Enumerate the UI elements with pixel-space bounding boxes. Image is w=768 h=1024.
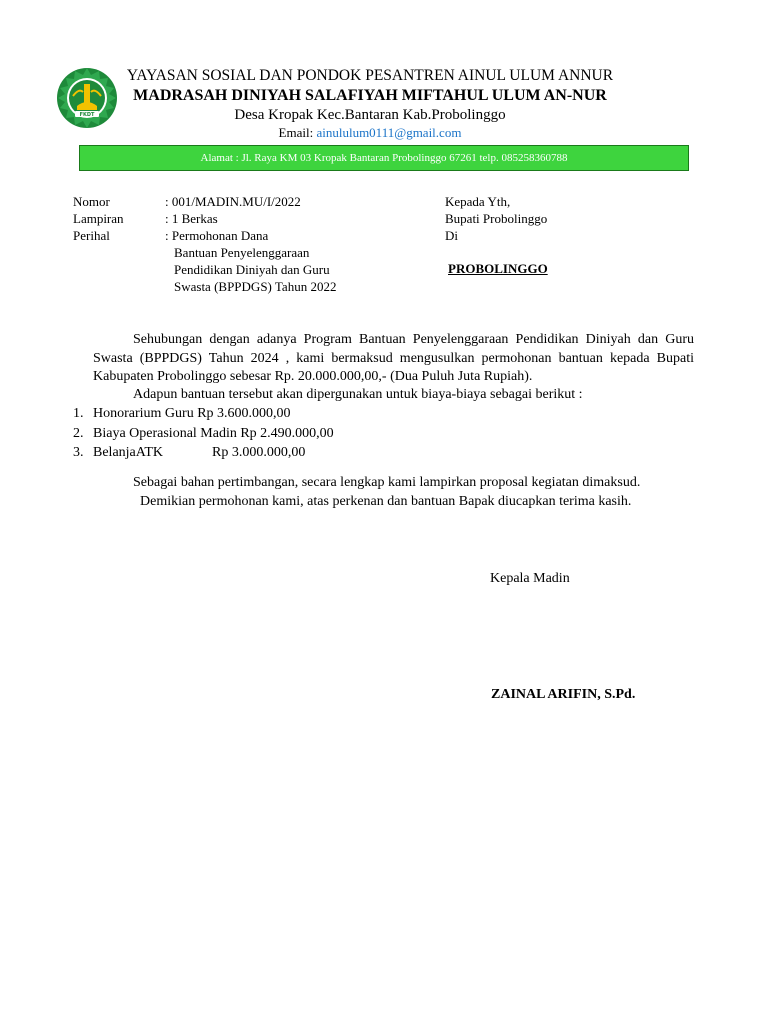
lampiran-value: : 1 Berkas (165, 211, 218, 226)
body-paragraph-2: Adapun bantuan tersebut akan dipergunakan untuk biaya-biaya sebagai berikut : (133, 387, 583, 402)
list-item-number: 1. (73, 406, 84, 421)
email-label: Email: (278, 125, 317, 140)
closing-paragraph-1: Sebagai bahan pertimbangan, secara lengkap kami lampirkan proposal kegiatan dimaksud. (133, 475, 641, 490)
recipient-city: PROBOLINGGO (448, 261, 548, 276)
perihal-line-3: Pendidikan Diniyah dan Guru (174, 262, 330, 277)
signature-name: ZAINAL ARIFIN, S.Pd. (491, 687, 636, 702)
closing-paragraph-2: Demikian permohonan kami, atas perkenan dan bantuan Bapak diucapkan terima kasih. (140, 494, 632, 509)
email-line (110, 125, 630, 141)
school-name: MADRASAH DINIYAH SALAFIYAH MIFTAHUL ULUM AN-NUR (133, 87, 607, 104)
list-item: Honorarium Guru Rp 3.600.000,00 (93, 406, 291, 421)
list-item-number: 3. (73, 445, 84, 460)
body-paragraph-1: Sehubungan dengan adanya Program Bantuan Penyelenggaraan Pendidikan Diniyah dan Guru Swasta (BPPDGS) Tahun 2024 , kami bermaksud mengusulkan permohonan bantuan kepada Bupati Kabupaten Probolinggo sebesar Rp. 20.000.000,00,- (Dua Puluh Juta Rupiah). (93, 332, 694, 384)
email-link[interactable]: ainululum0111@gmail.com (316, 125, 462, 140)
foundation-name: YAYASAN SOSIAL DAN PONDOK PESANTREN AINUL ULUM ANNUR (126, 67, 614, 84)
nomor-label: Nomor (73, 194, 110, 209)
perihal-label: Perihal (73, 228, 110, 243)
perihal-line-4: Swasta (BPPDGS) Tahun 2022 (174, 279, 337, 294)
recipient-line-2: Bupati Probolinggo (445, 211, 548, 226)
school-location: Desa Kropak Kec.Bantaran Kab.Probolinggo (234, 107, 506, 123)
lampiran-label: Lampiran (73, 211, 124, 226)
signature-title: Kepala Madin (490, 571, 570, 586)
logo-text: FKDT (79, 112, 95, 118)
perihal-line-2: Bantuan Penyelenggaraan (174, 245, 310, 260)
list-item-amount: Rp 3.000.000,00 (212, 445, 306, 460)
recipient-line-3: Di (445, 228, 458, 243)
recipient-line-1: Kepada Yth, (445, 194, 511, 209)
address-bar: Alamat : Jl. Raya KM 03 Kropak Bantaran Probolinggo 67261 telp. 085258360788 (79, 145, 689, 171)
list-item-number: 2. (73, 426, 84, 441)
nomor-value: : 001/MADIN.MU/I/2022 (165, 194, 301, 209)
list-item: Biaya Operasional Madin Rp 2.490.000,00 (93, 426, 334, 441)
list-item: BelanjaATK (93, 445, 163, 460)
perihal-line-1: : Permohonan Dana (165, 228, 269, 243)
